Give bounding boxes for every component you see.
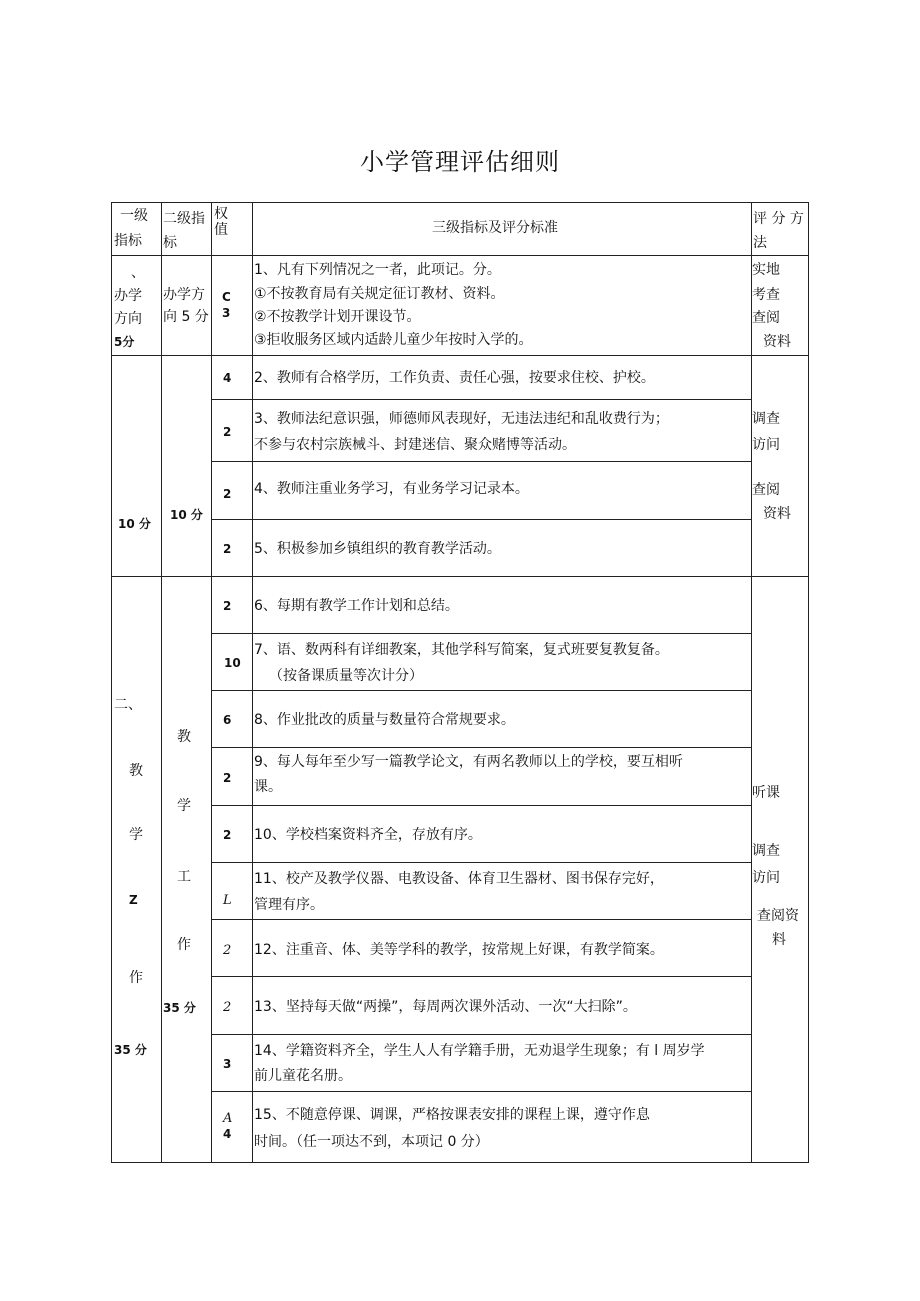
col-divider: [751, 202, 752, 1163]
level1-score: 10 分: [118, 517, 151, 531]
method-text: 考查: [752, 287, 780, 303]
level1-score: 35 分: [114, 1043, 147, 1057]
method-text: 听课: [752, 785, 780, 801]
criteria-text: 不参与农村宗族械斗、封建迷信、聚众赌博等活动。: [254, 437, 576, 453]
criteria-text: ③拒收服务区域内适龄儿童少年按时入学的。: [254, 332, 533, 348]
criteria-text: 15、不随意停课、调课，严格按课表安排的课程上课，遵守作息: [254, 1107, 650, 1123]
level2-label: 学: [177, 798, 191, 814]
criteria-text: 3、教师法纪意识强，师德师风表现好，无违法违纪和乱收费行为；: [254, 411, 669, 427]
row-divider: [211, 805, 752, 806]
level1-label: 、: [131, 265, 145, 281]
criteria-text: 1、凡有下列情况之一者，此项记。分。: [254, 262, 501, 278]
criteria-text: 11、校产及教学仪器、电教设备、体育卫生器材、图书保存完好，: [254, 871, 664, 887]
level1-label: Z: [129, 893, 138, 907]
method-text: 资料: [763, 334, 791, 350]
weight-value: 3: [222, 306, 231, 320]
method-text: 调查: [752, 843, 780, 859]
col-divider: [111, 202, 112, 1163]
weight-value: A: [223, 1111, 233, 1126]
method-text: 查阅: [752, 482, 780, 498]
row-divider: [211, 919, 752, 920]
header-level1: 一级: [120, 208, 148, 224]
row-divider: [211, 519, 752, 520]
col-divider: [211, 202, 212, 1163]
method-text: 料: [772, 932, 786, 948]
weight-value: 4: [223, 371, 232, 385]
level2-score: 10 分: [170, 508, 203, 522]
row-divider: [211, 1091, 752, 1092]
criteria-text: 8、作业批改的质量与数量符合常规要求。: [254, 712, 515, 728]
weight-value: L: [223, 893, 232, 908]
criteria-text: 7、语、数两科有详细教案，其他学科写简案，复式班要复教复备。: [254, 642, 669, 658]
level1-label: 作: [129, 970, 143, 986]
weight-value: 2: [223, 1000, 232, 1015]
criteria-text: （按备课质量等次计分）: [269, 668, 423, 684]
row-divider: [111, 255, 809, 256]
level1-score: 5分: [114, 335, 135, 349]
header-level2: 标: [163, 235, 177, 251]
level1-label: 学: [129, 827, 143, 843]
row-divider: [111, 355, 809, 356]
criteria-text: 前儿童花名册。: [254, 1068, 352, 1084]
criteria-text: 5、积极参加乡镇组织的教育教学活动。: [254, 541, 501, 557]
header-weight: 权: [214, 206, 228, 222]
header-weight: 值: [214, 222, 228, 238]
level2-score: 35 分: [163, 1001, 196, 1015]
row-divider: [211, 976, 752, 977]
criteria-text: 时间。（任一项达不到，本项记 0 分）: [254, 1134, 489, 1150]
level2-label: 向 5 分: [163, 309, 209, 325]
row-divider: [211, 1034, 752, 1035]
header-criteria: 三级指标及评分标准: [432, 220, 558, 236]
criteria-text: 12、注重音、体、美等学科的教学，按常规上好课，有教学简案。: [254, 942, 664, 958]
weight-value: 10: [224, 656, 241, 670]
document-title: 小学管理评估细则: [360, 148, 560, 176]
criteria-text: ②不按教学计划开课设节。: [254, 309, 421, 325]
level1-label: 教: [129, 763, 143, 779]
method-text: 访问: [752, 437, 780, 453]
criteria-text: 9、每人每年至少写一篇教学论文，有两名教师以上的学校，要互相听: [254, 754, 683, 770]
level1-label: 二、: [114, 697, 142, 713]
level2-label: 作: [177, 937, 191, 953]
weight-value: 2: [223, 828, 232, 842]
criteria-text: ①不按教育局有关规定征订教材、资料。: [254, 286, 505, 302]
header-method: 法: [753, 235, 767, 251]
row-divider: [211, 633, 752, 634]
level1-label: 方向: [114, 311, 142, 327]
header-level2: 二级指: [163, 211, 205, 227]
criteria-text: 14、学籍资料齐全，学生人人有学籍手册，无劝退学生现象；有 l 周岁学: [254, 1043, 705, 1059]
weight-value: 2: [223, 943, 232, 958]
weight-value: 2: [223, 599, 232, 613]
row-divider: [211, 862, 752, 863]
weight-value: 4: [223, 1127, 232, 1141]
table-border-right: [808, 202, 809, 1163]
header-method: 评 分 方: [753, 211, 804, 227]
weight-value: 6: [223, 713, 232, 727]
method-text: 访问: [752, 870, 780, 886]
criteria-text: 13、坚持每天做“两操”，每周两次课外活动、一次“大扫除”。: [254, 999, 637, 1015]
level2-label: 办学方: [163, 287, 205, 303]
row-divider: [211, 747, 752, 748]
criteria-text: 管理有序。: [254, 897, 324, 913]
weight-value: 2: [223, 542, 232, 556]
level2-label: 工: [177, 869, 191, 885]
criteria-text: 10、学校档案资料齐全，存放有序。: [254, 827, 482, 843]
method-text: 查阅资: [757, 908, 799, 924]
criteria-text: 6、每期有教学工作计划和总结。: [254, 598, 459, 614]
row-divider: [211, 399, 752, 400]
method-text: 查阅: [752, 310, 780, 326]
weight-value: 2: [223, 771, 232, 785]
method-text: 实地: [752, 262, 780, 278]
criteria-text: 课。: [254, 779, 282, 795]
table-border-top: [111, 202, 809, 203]
criteria-text: 4、教师注重业务学习，有业务学习记录本。: [254, 481, 529, 497]
criteria-text: 2、教师有合格学历，工作负责、责任心强，按要求住校、护校。: [254, 370, 655, 386]
method-text: 调查: [752, 411, 780, 427]
weight-value: 3: [223, 1057, 232, 1071]
weight-value: C: [222, 290, 231, 304]
row-divider: [211, 690, 752, 691]
weight-value: 2: [223, 425, 232, 439]
row-divider: [211, 461, 752, 462]
header-level1: 指标: [114, 233, 142, 249]
level2-label: 教: [177, 729, 191, 745]
row-divider: [111, 576, 809, 577]
level1-label: 办学: [114, 288, 142, 304]
method-text: 资料: [763, 506, 791, 522]
col-divider: [252, 202, 253, 1163]
col-divider: [161, 202, 162, 1163]
weight-value: 2: [223, 487, 232, 501]
table-border-bottom: [111, 1162, 809, 1163]
